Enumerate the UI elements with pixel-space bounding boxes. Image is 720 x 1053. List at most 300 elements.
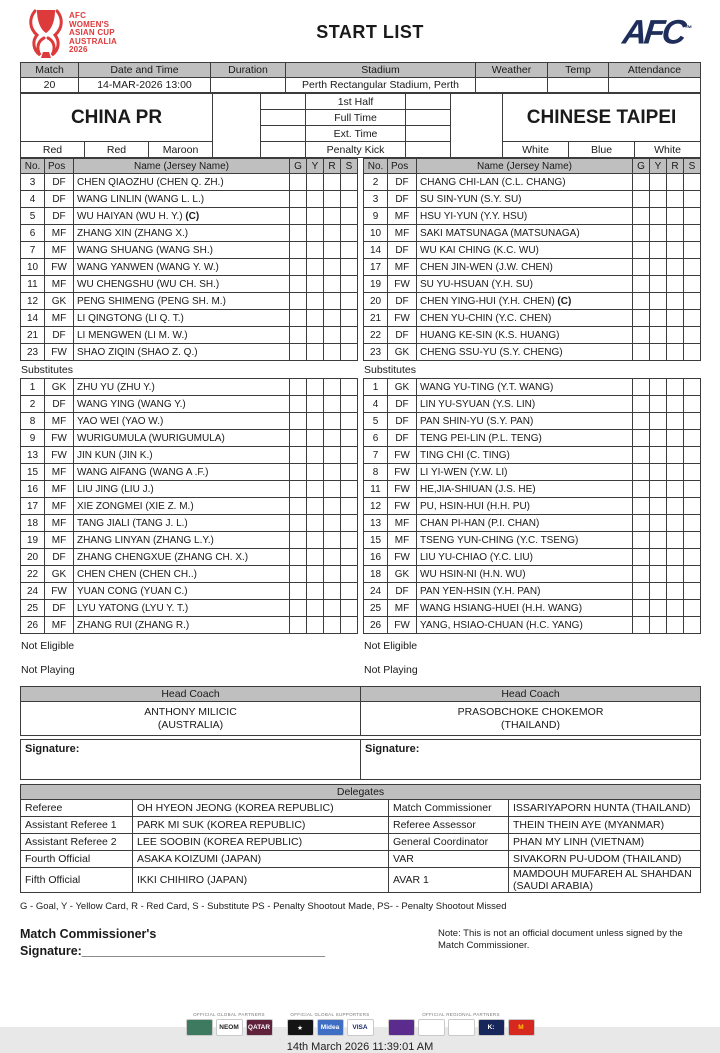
player-position: MF <box>45 276 74 293</box>
player-number: 16 <box>21 481 45 498</box>
player-name-text: PENG SHIMENG (PENG SH. M.) <box>77 295 226 307</box>
sponsor-group-header: OFFICIAL REGIONAL PARTNERS <box>422 1012 500 1017</box>
player-position: FW <box>388 447 417 464</box>
yellow-cell <box>307 515 324 532</box>
sub-cell <box>341 413 358 430</box>
player-position: GK <box>388 379 417 396</box>
player-row <box>21 549 358 566</box>
sponsor-strip <box>0 1012 720 1036</box>
red-cell <box>324 344 341 361</box>
player-name-text: WU CHENGSHU (WU CH. SH.) <box>77 278 220 290</box>
home-head-coach-header: Head Coach <box>21 687 361 702</box>
player-name <box>74 293 290 310</box>
red-cell <box>324 310 341 327</box>
yellow-cell <box>650 481 667 498</box>
player-name <box>417 174 633 191</box>
player-name-text: CHEN CHEN (CHEN CH..) <box>77 568 197 580</box>
player-number: 2 <box>21 396 45 413</box>
yellow-cell <box>650 225 667 242</box>
player-row <box>364 549 701 566</box>
commissioner-line1: Match Commissioner's <box>20 927 157 941</box>
home-kit-color-1: Red <box>21 142 85 158</box>
legend-text: G - Goal, Y - Yellow Card, R - Red Card, S - Substitute PS - Penalty Shootout Made, PS- - Penalty Shootout Missed <box>20 901 507 912</box>
player-name <box>74 515 290 532</box>
player-name-text: XIE ZONGMEI (XIE Z. M.) <box>77 500 194 512</box>
sponsor-group-partners <box>186 1012 273 1036</box>
goal-cell <box>290 344 307 361</box>
away-substitutes-label: Substitutes <box>364 364 416 376</box>
yellow-cell <box>307 191 324 208</box>
red-cell <box>324 413 341 430</box>
red-cell <box>324 498 341 515</box>
spacer-cell <box>451 94 503 158</box>
official-role: Assistant Referee 2 <box>21 834 133 851</box>
commissioner-signature-line: Signature:___________________________________ <box>20 944 326 958</box>
yellow-cell <box>307 447 324 464</box>
player-number: 10 <box>364 225 388 242</box>
player-name <box>74 208 290 225</box>
player-number: 13 <box>21 447 45 464</box>
red-cell <box>667 396 684 413</box>
logo-line: AUSTRALIA <box>69 36 118 46</box>
official-role: Referee <box>21 800 133 817</box>
goal-cell <box>290 396 307 413</box>
player-number: 8 <box>364 464 388 481</box>
official-role: Match Commissioner <box>389 800 509 817</box>
player-row <box>364 327 701 344</box>
away-head-coach-header: Head Coach <box>361 687 701 702</box>
home-team-name: CHINA PR <box>21 94 213 142</box>
player-name <box>74 174 290 191</box>
yellow-cell <box>650 242 667 259</box>
player-number: 19 <box>21 532 45 549</box>
player-name-text: LYU YATONG (LYU Y. T.) <box>77 602 189 614</box>
player-number: 12 <box>21 293 45 310</box>
player-position: MF <box>45 225 74 242</box>
player-number: 26 <box>21 617 45 634</box>
home-substitutes-table <box>20 378 358 634</box>
player-number: 5 <box>364 413 388 430</box>
sub-cell <box>684 327 701 344</box>
player-name-text: SU SIN-YUN (S.Y. SU) <box>420 193 522 205</box>
yellow-cell <box>307 310 324 327</box>
player-number: 22 <box>21 566 45 583</box>
roster-header-cell: S <box>341 159 358 174</box>
player-name <box>417 191 633 208</box>
sponsor-logo: QATAR <box>246 1019 273 1036</box>
player-number: 26 <box>364 617 388 634</box>
yellow-cell <box>307 413 324 430</box>
player-name <box>417 208 633 225</box>
player-position: FW <box>45 430 74 447</box>
red-cell <box>667 566 684 583</box>
player-position: DF <box>388 430 417 447</box>
red-cell <box>324 532 341 549</box>
player-number: 3 <box>364 191 388 208</box>
player-row <box>21 225 358 242</box>
red-cell <box>324 242 341 259</box>
player-name-text: WURIGUMULA (WURIGUMULA) <box>77 432 225 444</box>
away-team-name: CHINESE TAIPEI <box>503 94 701 142</box>
player-row <box>364 174 701 191</box>
official-name: PHAN MY LINH (VIETNAM) <box>509 834 701 851</box>
player-name <box>417 327 633 344</box>
goal-cell <box>633 259 650 276</box>
match-info-header: Temp <box>548 63 609 78</box>
red-cell <box>667 498 684 515</box>
player-number: 7 <box>364 447 388 464</box>
player-name <box>74 379 290 396</box>
player-row <box>21 583 358 600</box>
player-number: 23 <box>21 344 45 361</box>
yellow-cell <box>650 379 667 396</box>
player-number: 9 <box>364 208 388 225</box>
player-number: 15 <box>364 532 388 549</box>
player-number: 10 <box>21 259 45 276</box>
match-info-header: Stadium <box>286 63 476 78</box>
yellow-cell <box>307 566 324 583</box>
red-cell <box>324 276 341 293</box>
page-title: START LIST <box>316 22 424 42</box>
sub-cell <box>684 242 701 259</box>
yellow-cell <box>650 600 667 617</box>
player-name-text: WANG AIFANG (WANG A .F.) <box>77 466 209 478</box>
player-row <box>364 600 701 617</box>
sponsor-logo-row <box>186 1019 273 1036</box>
player-position: MF <box>45 532 74 549</box>
player-number: 15 <box>21 464 45 481</box>
player-position: MF <box>45 310 74 327</box>
away-score-penalty <box>406 142 451 158</box>
player-name-text: WANG LINLIN (WANG L. L.) <box>77 193 205 205</box>
red-cell <box>324 617 341 634</box>
player-name-text: TING CHI (C. TING) <box>420 449 510 461</box>
sub-cell <box>341 276 358 293</box>
player-name-text: WANG YANWEN (WANG Y. W.) <box>77 261 219 273</box>
official-role: Fifth Official <box>21 868 133 893</box>
sub-cell <box>684 583 701 600</box>
player-name <box>74 481 290 498</box>
sub-cell <box>684 225 701 242</box>
period-label: Penalty Kick <box>306 142 406 158</box>
player-row <box>364 515 701 532</box>
player-position: MF <box>45 498 74 515</box>
player-row <box>364 430 701 447</box>
official-name: IKKI CHIHIRO (JAPAN) <box>133 868 389 893</box>
document-header <box>0 0 720 62</box>
sponsor-logo: Midea <box>317 1019 344 1036</box>
roster-header-row <box>364 159 701 174</box>
sponsor-group-regional <box>388 1012 535 1036</box>
player-name <box>417 396 633 413</box>
player-name <box>74 566 290 583</box>
player-name-text: HE,JIA-SHIUAN (J.S. HE) <box>420 483 536 495</box>
player-position: FW <box>388 464 417 481</box>
player-name-text: PU, HSIN-HUI (H.H. PU) <box>420 500 530 512</box>
match-commissioner-signature <box>20 926 325 960</box>
away-kit-color-3: White <box>635 142 701 158</box>
roster-header-cell: No. <box>21 159 45 174</box>
player-name-text: WANG SHUANG (WANG SH.) <box>77 244 213 256</box>
player-name-text: PAN YEN-HSIN (Y.H. PAN) <box>420 585 541 597</box>
home-coach-signature-box: Signature: <box>21 740 361 780</box>
player-row <box>364 413 701 430</box>
sponsor-logo: ★ <box>287 1019 314 1036</box>
player-row <box>21 515 358 532</box>
player-number: 8 <box>21 413 45 430</box>
player-name-text: ZHANG LINYAN (ZHANG L.Y.) <box>77 534 214 546</box>
player-name <box>74 344 290 361</box>
away-coach-country: (THAILAND) <box>501 718 560 731</box>
player-row <box>364 293 701 310</box>
red-cell <box>667 191 684 208</box>
player-position: FW <box>45 583 74 600</box>
away-coach-signature-box: Signature: <box>361 740 701 780</box>
delegate-row <box>21 834 701 851</box>
red-cell <box>667 515 684 532</box>
red-cell <box>667 242 684 259</box>
goal-cell <box>290 259 307 276</box>
player-number: 25 <box>21 600 45 617</box>
tournament-logo <box>28 8 117 60</box>
player-row <box>21 379 358 396</box>
signature-table <box>20 739 701 780</box>
yellow-cell <box>650 259 667 276</box>
home-roster-column <box>20 158 357 682</box>
sub-cell <box>684 464 701 481</box>
sub-cell <box>684 498 701 515</box>
player-name <box>417 344 633 361</box>
player-number: 20 <box>364 293 388 310</box>
red-cell <box>324 481 341 498</box>
goal-cell <box>290 430 307 447</box>
home-score-penalty <box>261 142 306 158</box>
player-position: MF <box>388 515 417 532</box>
player-name <box>417 464 633 481</box>
red-cell <box>324 600 341 617</box>
official-name: LEE SOOBIN (KOREA REPUBLIC) <box>133 834 389 851</box>
goal-cell <box>290 515 307 532</box>
sponsor-logo <box>186 1019 213 1036</box>
player-name <box>74 327 290 344</box>
yellow-cell <box>307 327 324 344</box>
yellow-cell <box>650 566 667 583</box>
logo-line: WOMEN'S <box>69 19 110 29</box>
tournament-logo-text <box>69 8 117 55</box>
player-row <box>364 617 701 634</box>
away-substitutes-table <box>363 378 701 634</box>
sub-cell <box>341 617 358 634</box>
player-position: MF <box>45 617 74 634</box>
official-role: Referee Assessor <box>389 817 509 834</box>
player-number: 7 <box>21 242 45 259</box>
red-cell <box>667 447 684 464</box>
player-row <box>21 413 358 430</box>
player-name-text: CHANG CHI-LAN (C.L. CHANG) <box>420 176 566 188</box>
red-cell <box>324 379 341 396</box>
player-name-text: TANG JIALI (TANG J. L.) <box>77 517 188 529</box>
red-cell <box>324 447 341 464</box>
sub-cell <box>684 191 701 208</box>
home-score-full-time <box>261 110 306 126</box>
sponsor-logo <box>388 1019 415 1036</box>
player-name-text: ZHANG XIN (ZHANG X.) <box>77 227 189 239</box>
sub-cell <box>341 498 358 515</box>
sponsor-logo: NEOM <box>216 1019 243 1036</box>
red-cell <box>667 225 684 242</box>
goal-cell <box>633 515 650 532</box>
player-position: DF <box>388 583 417 600</box>
player-number: 19 <box>364 276 388 293</box>
away-score-ext-time <box>406 126 451 142</box>
goal-cell <box>290 242 307 259</box>
player-name <box>417 242 633 259</box>
yellow-cell <box>307 293 324 310</box>
match-info-value: Perth Rectangular Stadium, Perth <box>286 78 476 93</box>
player-number: 18 <box>364 566 388 583</box>
goal-cell <box>633 225 650 242</box>
home-score-ext-time <box>261 126 306 142</box>
red-cell <box>667 413 684 430</box>
player-name <box>74 276 290 293</box>
player-row <box>21 276 358 293</box>
player-name-text: WANG HSIANG-HUEI (H.H. WANG) <box>420 602 583 614</box>
player-name <box>417 413 633 430</box>
period-label: 1st Half <box>306 94 406 110</box>
roster-header-cell: Pos <box>388 159 417 174</box>
goal-cell <box>290 464 307 481</box>
yellow-cell <box>307 481 324 498</box>
away-kit-color-2: Blue <box>569 142 635 158</box>
sub-cell <box>684 413 701 430</box>
player-name-text: LIN YU-SYUAN (Y.S. LIN) <box>420 398 536 410</box>
player-position: DF <box>388 327 417 344</box>
yellow-cell <box>307 600 324 617</box>
player-number: 23 <box>364 344 388 361</box>
player-number: 4 <box>21 191 45 208</box>
player-number: 14 <box>21 310 45 327</box>
match-info-header: Attendance <box>609 63 701 78</box>
red-cell <box>667 174 684 191</box>
sub-cell <box>341 430 358 447</box>
player-name <box>417 430 633 447</box>
official-name: THEIN THEIN AYE (MYANMAR) <box>509 817 701 834</box>
player-row <box>364 259 701 276</box>
player-name-text: WU KAI CHING (K.C. WU) <box>420 244 539 256</box>
player-name <box>417 259 633 276</box>
goal-cell <box>633 617 650 634</box>
roster-header-cell: Y <box>307 159 324 174</box>
home-not-eligible-label: Not Eligible <box>21 640 75 652</box>
goal-cell <box>290 413 307 430</box>
note-text: Note: This is not an official document unless signed by the Match Commissioner. <box>438 928 683 951</box>
player-name-text: WANG YING (WANG Y.) <box>77 398 186 410</box>
player-number: 18 <box>21 515 45 532</box>
player-name <box>74 225 290 242</box>
player-number: 1 <box>364 379 388 396</box>
red-cell <box>324 191 341 208</box>
goal-cell <box>290 566 307 583</box>
player-position: FW <box>388 481 417 498</box>
player-row <box>21 259 358 276</box>
player-name-text: HUANG KE-SIN (K.S. HUANG) <box>420 329 560 341</box>
player-row <box>21 430 358 447</box>
official-name: ASAKA KOIZUMI (JAPAN) <box>133 851 389 868</box>
delegate-row <box>21 868 701 893</box>
red-cell <box>324 515 341 532</box>
yellow-cell <box>650 549 667 566</box>
red-cell <box>324 327 341 344</box>
player-position: DF <box>388 174 417 191</box>
player-position: DF <box>388 396 417 413</box>
official-role: General Coordinator <box>389 834 509 851</box>
sub-cell <box>684 617 701 634</box>
player-name <box>74 259 290 276</box>
player-number: 4 <box>364 396 388 413</box>
player-position: MF <box>388 532 417 549</box>
sub-cell <box>684 379 701 396</box>
goal-cell <box>633 464 650 481</box>
roster-header-cell: G <box>290 159 307 174</box>
player-name <box>417 600 633 617</box>
away-coach-name: PRASOBCHOKE CHOKEMOR <box>457 705 604 718</box>
player-name-text: TENG PEI-LIN (P.L. TENG) <box>420 432 542 444</box>
sponsor-group-header: OFFICIAL GLOBAL SUPPORTERS <box>290 1012 370 1017</box>
player-row <box>21 498 358 515</box>
yellow-cell <box>307 549 324 566</box>
player-position: DF <box>388 191 417 208</box>
player-row <box>21 600 358 617</box>
player-name-text: WU HSIN-NI (H.N. WU) <box>420 568 526 580</box>
goal-cell <box>633 566 650 583</box>
sub-cell <box>341 515 358 532</box>
player-row <box>21 617 358 634</box>
red-cell <box>667 600 684 617</box>
player-row <box>364 481 701 498</box>
player-name-text: LIU JING (LIU J.) <box>77 483 154 495</box>
goal-cell <box>633 600 650 617</box>
match-info-value: 14-MAR-2026 13:00 <box>79 78 211 93</box>
roster-header-row <box>21 159 358 174</box>
player-number: 24 <box>364 583 388 600</box>
teams-score-table <box>20 93 701 158</box>
player-name <box>417 310 633 327</box>
player-number: 9 <box>21 430 45 447</box>
player-name-text: WANG YU-TING (Y.T. WANG) <box>420 381 554 393</box>
player-position: FW <box>388 498 417 515</box>
player-position: DF <box>388 293 417 310</box>
player-position: FW <box>388 617 417 634</box>
goal-cell <box>290 583 307 600</box>
player-position: GK <box>388 344 417 361</box>
yellow-cell <box>650 617 667 634</box>
sponsor-logo-row <box>287 1019 374 1036</box>
player-name-text: WU HAIYAN (WU H. Y.) <box>77 210 183 222</box>
player-number: 25 <box>364 600 388 617</box>
home-score-1st-half <box>261 94 306 110</box>
official-name: OH HYEON JEONG (KOREA REPUBLIC) <box>133 800 389 817</box>
yellow-cell <box>650 498 667 515</box>
goal-cell <box>633 310 650 327</box>
player-name-text: SAKI MATSUNAGA (MATSUNAGA) <box>420 227 580 239</box>
player-name <box>417 447 633 464</box>
player-position: MF <box>388 208 417 225</box>
player-position: FW <box>388 549 417 566</box>
goal-cell <box>290 208 307 225</box>
player-position: DF <box>45 174 74 191</box>
goal-cell <box>290 532 307 549</box>
sub-cell <box>341 481 358 498</box>
